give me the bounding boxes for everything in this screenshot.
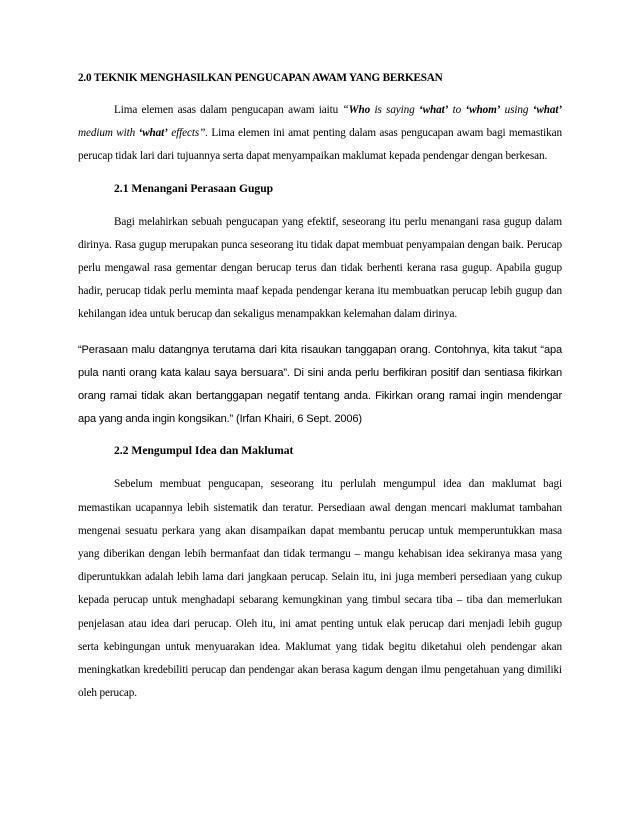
- intro-using: using: [500, 104, 533, 116]
- intro-effects: effects”.: [167, 127, 208, 140]
- section-title: 2.0 TEKNIK MENGHASILKAN PENGUCAPAN AWAM YANG BERKESAN: [78, 72, 443, 84]
- intro-what-2: ‘what’: [532, 104, 562, 116]
- intro-who: Who: [348, 104, 371, 116]
- intro-is-saying: is saying: [370, 104, 420, 116]
- intro-to: to: [448, 104, 466, 116]
- section-2-2-title: 2.2 Mengumpul Idea dan Maklumat: [114, 444, 294, 458]
- intro-paragraph: [78, 99, 562, 169]
- document-page: [78, 70, 562, 717]
- intro-after: Lima elemen ini amat penting dalam asas pengucapan awam bagi memastikan perucap tidak lari dari tujuannya serta dapat menyampaikan maklumat kepada pendengar dengan berkesan.: [78, 127, 562, 163]
- intro-whom: ‘whom’: [465, 104, 501, 116]
- intro-medium-with: medium with: [78, 127, 139, 140]
- intro-quote-open: “: [342, 104, 349, 116]
- section-2-2-paragraph: Sebelum membuat pengucapan, seseorang itu perlulah mengumpul idea dan maklumat bagi memastikan ucapannya lebih sistematik dan teratur. Persediaan awal dengan mencari maklumat tambahan mengenai sesuatu perkara yang akan disampaikan dapat membantu perucap untuk memperuntukkan masa yang diberikan dengan lebih bermanfaat dan tidak termangu – mangu kehabisan idea sekiranya masa yang diperuntukkan adalah lebih lama dari jangkaan perucap. Selain itu, ini juga memberi persediaan yang cukup kepada perucap untuk menghadapi sebarang kemungkinan yang timbul secara tiba – tiba dan memerlukan penjelasan atau idea dari perucap. Oleh itu, ini amat penting untuk elak perucap dari menjadi lebih gugup serta kebingungan untuk menyuarakan idea. Maklumat yang tidak begitu diketahui oleh pendengar akan meningkatkan kredebiliti perucap dan pendengar akan berasa kagum dengan ilmu pengetahuan yang dimiliki oleh perucap.: [78, 478, 562, 700]
- intro-what-3: ‘what’: [138, 127, 168, 140]
- section-2-1-quote: “Perasaan malu datangnya terutama dari kita risaukan tanggapan orang. Contohnya, kita takut “apa pula nanti orang kata kalau saya bersuara”. Di sini anda perlu berfikiran positif dan sentiasa fikirkan orang ramai tidak akan bertanggapan negatif tentang anda. Fikirkan orang ramai ingin mendengar apa yang anda ingin kongsikan.” (Irfan Khairi, 6 Sept. 2006): [78, 343, 562, 426]
- section-2-1-paragraph: Bagi melahirkan sebuah pengucapan yang efektif, seseorang itu perlu menangani rasa gugup dalam dirinya. Rasa gugup merupakan punca seseorang itu tidak dapat membuat penyampaian dengan baik. Perucap perlu mengawal rasa gementar dengan berucap terus dan tidak berhenti kerana rasa gugup. Apabila gugup hadir, perucap tidak perlu meminta maaf kepada pendengar kerana itu membuatkan perucap lebih gugup dan kehilangan idea untuk berucap dan sekaligus menampakkan kelemahan dalam dirinya.: [78, 215, 562, 321]
- section-2-1-title: 2.1 Menangani Perasaan Gugup: [114, 181, 274, 195]
- intro-before: Lima elemen asas dalam pengucapan awam iaitu: [114, 104, 343, 116]
- intro-what-1: ‘what’: [419, 104, 449, 116]
